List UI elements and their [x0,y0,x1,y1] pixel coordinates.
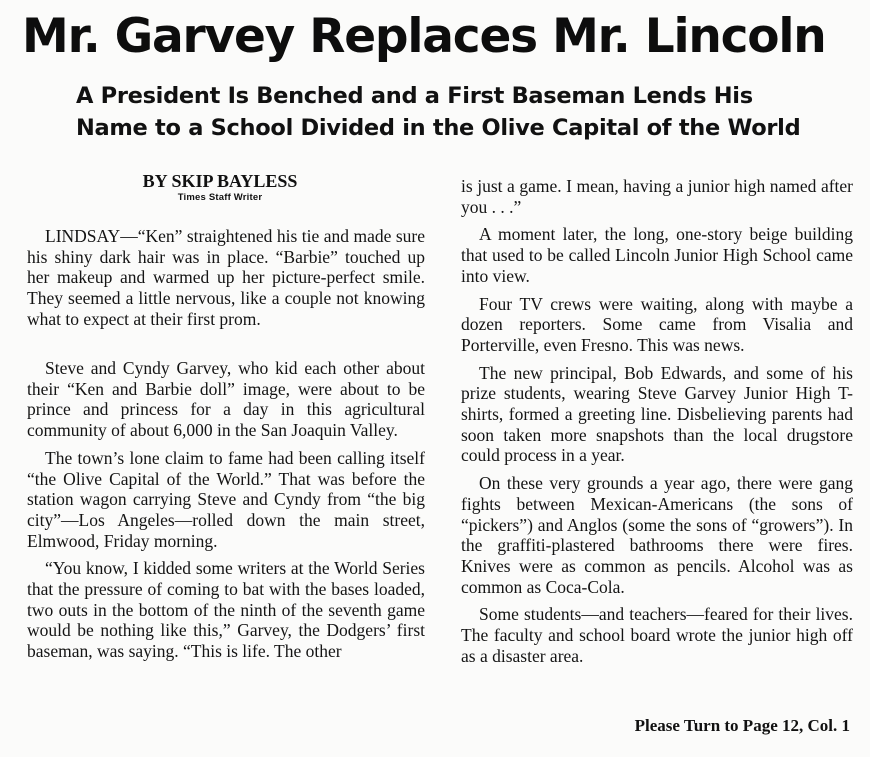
body-paragraph: is just a game. I mean, having a junior high named after you . . .” [461,176,853,217]
body-paragraph: Steve and Cyndy Garvey, who kid each other about their “Ken and Barbie doll” image, were about to be prince and princess for a day in this agricultural community of about 6,000 in the San Joaquin Valley. [27,358,425,441]
body-paragraph: A moment later, the long, one-story beige building that used to be called Lincoln Junior High School came into view. [461,224,853,286]
subheadline-line-1: A President Is Benched and a First Baseman Lends His [76,83,753,109]
lead-paragraph-clip [27,226,425,344]
jump-line: Please Turn to Page 12, Col. 1 [634,716,850,735]
body-paragraph: LINDSAY—“Ken” straightened his tie and made sure his shiny dark hair was in place. “Barbie” touched up her makeup and warmed up her picture-perfect smile. They seemed a little nervous, like a couple not knowing what to expect at their first prom. [27,226,425,329]
body-paragraph: On these very grounds a year ago, there were gang fights between Mexican-Americans (the sons of “pickers”) and Anglos (some the sons of “growers”). In the graffiti-plastered bathrooms there were fires. Knives were as common as pencils. Alcohol was as common as Coca-Cola. [461,473,853,597]
subheadline [76,80,866,144]
body-paragraph: The town’s lone claim to fame had been calling itself “the Olive Capital of the World.” That was before the station wagon carrying Steve and Cyndy from “the big city”—Los Angeles—rolled down the main street, Elmwood, Friday morning. [27,447,425,551]
subheadline-line-2: Name to a School Divided in the Olive Capital of the World [76,115,801,141]
byline: BY SKIP BAYLESS [142,171,298,191]
byline-title: Times Staff Writer [177,192,263,203]
article-column-2 [461,176,853,673]
article-column-1 [27,226,425,669]
body-paragraph: Some students—and teachers—feared for their lives. The faculty and school board wrote the junior high off as a disaster area. [461,604,853,666]
body-paragraph: The new principal, Bob Edwards, and some of his prize students, wearing Steve Garvey Junior High T-shirts, formed a greeting line. Disbelieving parents had soon taken more snapshots than the local drugstore could process in a year. [461,362,853,466]
body-paragraph: “You know, I kidded some writers at the World Series that the pressure of coming to bat with the bases loaded, two outs in the bottom of the ninth of the seventh game would be nothing like this,” Garvey, the Dodgers’ first baseman, was saying. “This is life. The other [27,558,425,662]
body-paragraph: Four TV crews were waiting, along with maybe a dozen reporters. Some came from Visalia and Porterville, even Fresno. This was news. [461,293,853,355]
headline: Mr. Garvey Replaces Mr. Lincoln [22,9,826,64]
